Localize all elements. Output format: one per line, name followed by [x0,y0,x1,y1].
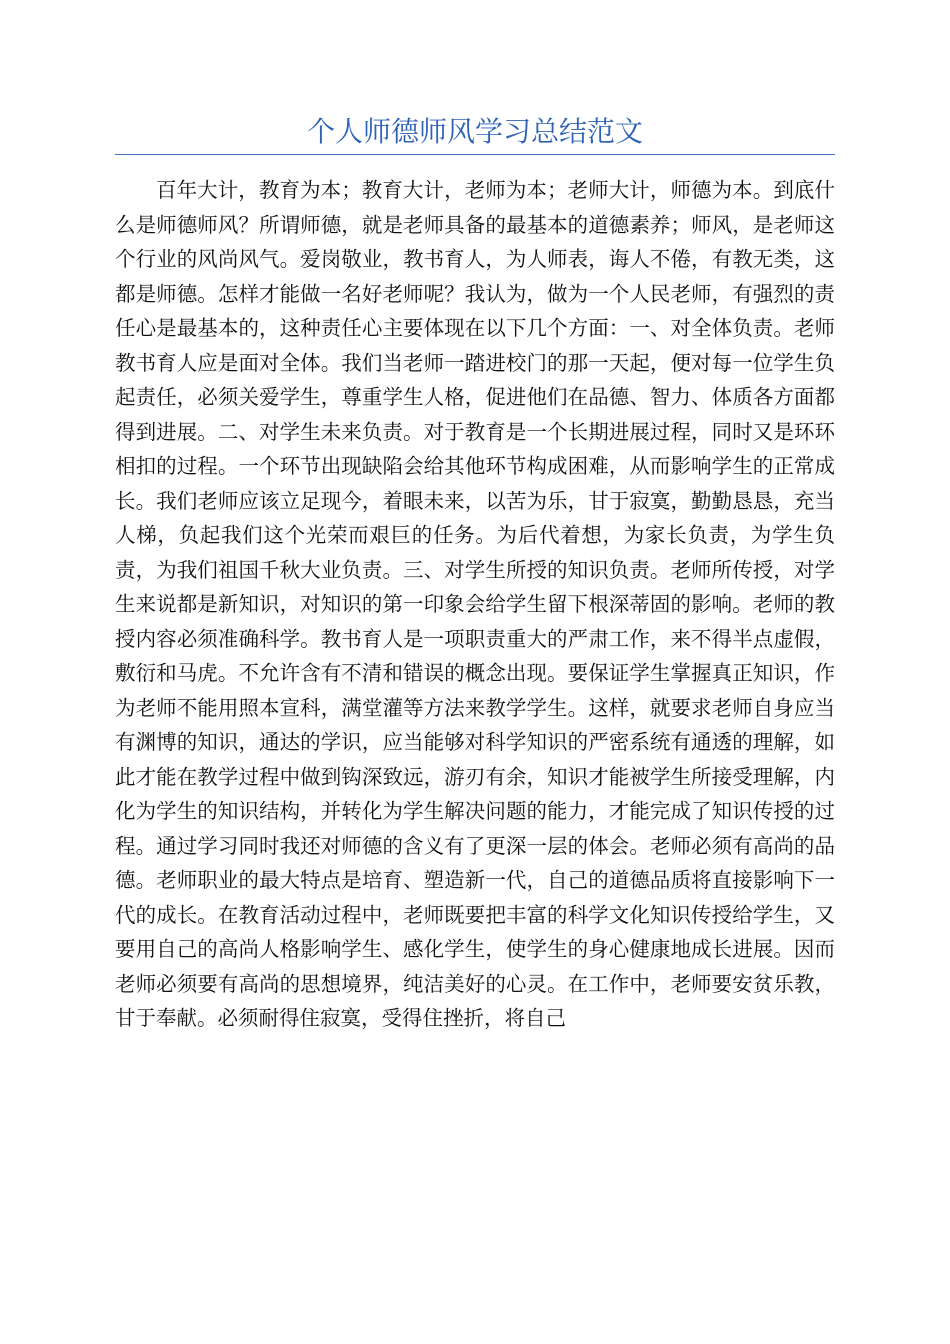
body-paragraph: 百年大计，教育为本；教育大计，老师为本；老师大计，师德为本。到底什么是师德师风？所谓师德，就是老师具备的最基本的道德素养；师风，是老师这个行业的风尚风气。爱岗敬业，教书育人，为人师表，诲人不倦，有教无类，这都是师德。怎样才能做一名好老师呢？我认为，做为一个人民老师，有强烈的责任心是最基本的，这种责任心主要体现在以下几个方面：一、对全体负责。老师教书育人应是面对全体。我们当老师一踏进校门的那一天起，便对每一位学生负起责任，必须关爱学生，尊重学生人格，促进他们在品德、智力、体质各方面都得到进展。二、对学生未来负责。对于教育是一个长期进展过程，同时又是环环相扣的过程。一个环节出现缺陷会给其他环节构成困难，从而影响学生的正常成长。我们老师应该立足现今，着眼未来，以苦为乐，甘于寂寞，勤勤恳恳，充当人梯，负起我们这个光荣而艰巨的任务。为后代着想，为家长负责，为学生负责，为我们祖国千秋大业负责。三、对学生所授的知识负责。老师所传授，对学生来说都是新知识，对知识的第一印象会给学生留下根深蒂固的影响。老师的教授内容必须准确科学。教书育人是一项职责重大的严肃工作，来不得半点虚假，敷衍和马虎。不允许含有不清和错误的概念出现。要保证学生掌握真正知识，作为老师不能用照本宣科，满堂灌等方法来教学学生。这样，就要求老师自身应当有渊博的知识，通达的学识，应当能够对科学知识的严密系统有通透的理解，如此才能在教学过程中做到钩深致远，游刃有余，知识才能被学生所接受理解，内化为学生的知识结构，并转化为学生解决问题的能力，才能完成了知识传授的过程。通过学习同时我还对师德的含义有了更深一层的体会。老师必须有高尚的品德。老师职业的最大特点是培育、塑造新一代，自己的道德品质将直接影响下一代的成长。在教育活动过程中，老师既要把丰富的科学文化知识传授给学生，又要用自己的高尚人格影响学生、感化学生，使学生的身心健康地成长进展。因而老师必须要有高尚的思想境界，纯洁美好的心灵。在工作中，老师要安贫乐教，甘于奉献。必须耐得住寂寞，受得住挫折，将自己 [115,178,835,1030]
title-underline [115,154,835,155]
document-title: 个人师德师风学习总结范文 [306,115,643,148]
